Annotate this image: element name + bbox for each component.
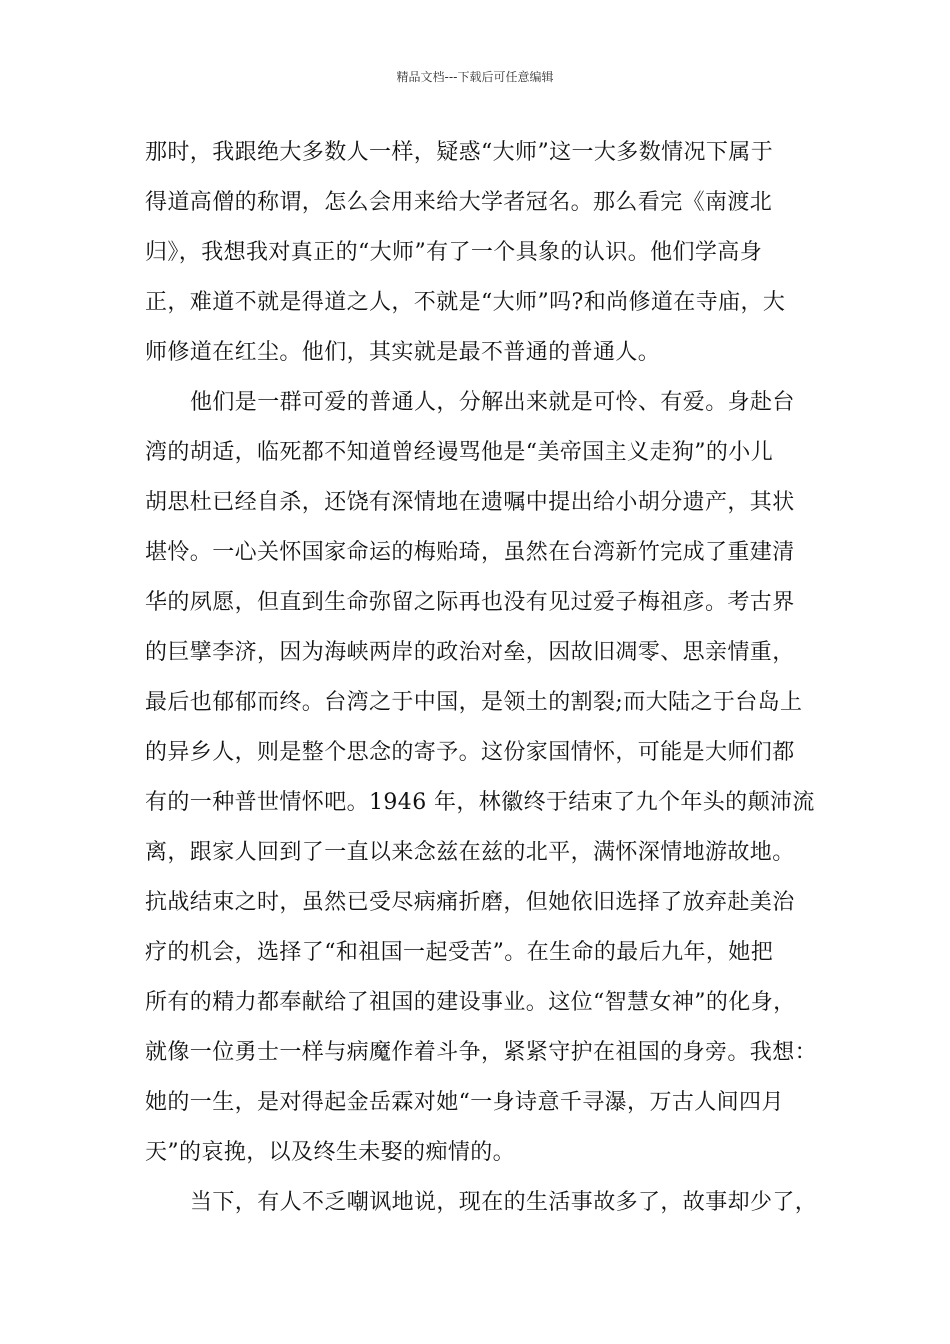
text-line: 堪怜。一心关怀国家命运的梅贻琦，虽然在台湾新竹完成了重建清 <box>145 540 795 565</box>
text-line: 湾的胡适，临死都不知道曾经谩骂他是“美帝国主义走狗”的小儿 <box>145 440 774 465</box>
text-line: 得道高僧的称谓，怎么会用来给大学者冠名。那么看完《南渡北 <box>145 190 773 215</box>
text-line: 他们是一群可爱的普通人，分解出来就是可怜、有爱。身赴台 <box>190 390 795 415</box>
text-line: 的巨擘李济，因为海峡两岸的政治对垒，因故旧凋零、思亲情重， <box>145 640 795 665</box>
text-line: 她的一生，是对得起金岳霖对她“一身诗意千寻瀑，万古人间四月 <box>145 1090 784 1115</box>
text-line: 师修道在红尘。他们，其实就是最不普通的普通人。 <box>145 340 661 365</box>
document-body <box>145 128 825 1228</box>
page-header-text: 精品文档---下载后可任意编辑 <box>396 70 554 84</box>
paragraph-3 <box>145 1178 825 1228</box>
text-line: 天”的哀挽，以及终生未娶的痴情的。 <box>145 1140 516 1165</box>
text-line: 归》，我想我对真正的“大师”有了一个具象的认识。他们学高身 <box>145 240 763 265</box>
paragraph-1 <box>145 128 825 378</box>
text-line: 当下，有人不乏嘲讽地说，现在的生活事故多了，故事却少了， <box>190 1190 818 1215</box>
text-line: 正，难道不就是得道之人，不就是“大师”吗?和尚修道在寺庙，大 <box>145 290 786 315</box>
text-line: 的异乡人，则是整个思念的寄予。这份家国情怀，可能是大师们都 <box>145 740 795 765</box>
text-line: 就像一位勇士一样与病魔作着斗争，紧紧守护在祖国的身旁。我想： <box>145 1040 818 1065</box>
text-line: 所有的精力都奉献给了祖国的建设事业。这位“智慧女神”的化身， <box>145 990 796 1015</box>
page-header <box>0 68 950 85</box>
text-line: 那时，我跟绝大多数人一样，疑惑“大师”这一大多数情况下属于 <box>145 140 774 165</box>
text-line: 有的一种普世情怀吧。1946 年，林徽终于结束了九个年头的颠沛流 <box>145 790 815 815</box>
paragraph-2 <box>145 378 825 1178</box>
text-line: 抗战结束之时，虽然已受尽病痛折磨，但她依旧选择了放弃赴美治 <box>145 890 795 915</box>
text-line: 疗的机会，选择了“和祖国一起受苦”。在生命的最后九年，她把 <box>145 940 774 965</box>
text-line: 胡思杜已经自杀，还饶有深情地在遗嘱中提出给小胡分遗产，其状 <box>145 490 795 515</box>
text-line: 最后也郁郁而终。台湾之于中国，是领土的割裂;而大陆之于台岛上 <box>145 690 803 715</box>
text-line: 离，跟家人回到了一直以来念兹在兹的北平，满怀深情地游故地。 <box>145 840 795 865</box>
text-line: 华的夙愿，但直到生命弥留之际再也没有见过爱子梅祖彦。考古界 <box>145 590 795 615</box>
